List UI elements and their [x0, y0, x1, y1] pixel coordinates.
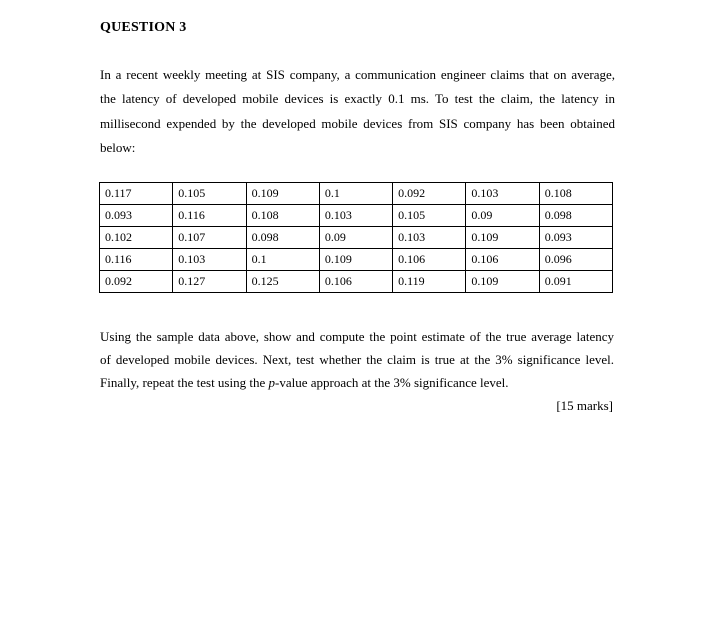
table-row: [100, 183, 613, 205]
table-row: [100, 271, 613, 293]
table-cell: 0.098: [539, 205, 612, 227]
table-cell: 0.116: [100, 249, 173, 271]
table-row: [100, 227, 613, 249]
question-line: Using the sample data above, show and compute the point estimate of the true average latency: [100, 329, 614, 344]
table-cell: 0.119: [393, 271, 466, 293]
table-cell: 0.106: [466, 249, 539, 271]
table-cell: 0.105: [173, 183, 246, 205]
table-cell: 0.125: [246, 271, 319, 293]
table-cell: 0.098: [246, 227, 319, 249]
marks-label: [15 marks]: [556, 398, 613, 413]
table-cell: 0.108: [539, 183, 612, 205]
table-cell: 0.109: [466, 227, 539, 249]
table-cell: 0.09: [466, 205, 539, 227]
table-cell: 0.108: [246, 205, 319, 227]
p-value-symbol: p: [268, 375, 275, 390]
question-text: -value approach at the 3% significance level.: [274, 375, 509, 390]
intro-line: In a recent weekly meeting at SIS company, a communication engineer claims that on average,: [100, 67, 615, 82]
table-cell: 0.103: [173, 249, 246, 271]
table-cell: 0.127: [173, 271, 246, 293]
table-cell: 0.102: [100, 227, 173, 249]
table-cell: 0.106: [393, 249, 466, 271]
table-cell: 0.107: [173, 227, 246, 249]
table-cell: 0.093: [100, 205, 173, 227]
intro-line: below:: [100, 139, 136, 155]
table-cell: 0.103: [319, 205, 392, 227]
table-cell: 0.106: [319, 271, 392, 293]
table-cell: 0.096: [539, 249, 612, 271]
table-cell: 0.092: [100, 271, 173, 293]
question-line: [100, 371, 614, 394]
table-cell: 0.109: [319, 249, 392, 271]
question-line: of developed mobile devices. Next, test whether the claim is true at the 3% significance level.: [100, 352, 614, 367]
table-cell: 0.105: [393, 205, 466, 227]
table-cell: 0.092: [393, 183, 466, 205]
table-cell: 0.103: [466, 183, 539, 205]
table-cell: 0.1: [319, 183, 392, 205]
intro-paragraph: [100, 63, 615, 160]
table-cell: 0.117: [100, 183, 173, 205]
table-cell: 0.109: [466, 271, 539, 293]
question-text: Finally, repeat the test using the: [100, 375, 269, 390]
intro-line: millisecond expended by the developed mobile devices from SIS company has been obtained: [100, 115, 615, 131]
question-paragraph: [100, 325, 614, 394]
table-cell: 0.109: [246, 183, 319, 205]
table-cell: 0.093: [539, 227, 612, 249]
table-cell: 0.116: [173, 205, 246, 227]
table-row: [100, 205, 613, 227]
latency-table-body: [100, 183, 613, 293]
table-cell: 0.103: [393, 227, 466, 249]
table-cell: 0.09: [319, 227, 392, 249]
latency-data-table: [99, 182, 613, 293]
table-cell: 0.1: [246, 249, 319, 271]
intro-line: the latency of developed mobile devices is exactly 0.1 ms. To test the claim, the latency in: [100, 91, 615, 107]
table-row: [100, 249, 613, 271]
question-heading: QUESTION 3: [100, 20, 187, 35]
table-cell: 0.091: [539, 271, 612, 293]
